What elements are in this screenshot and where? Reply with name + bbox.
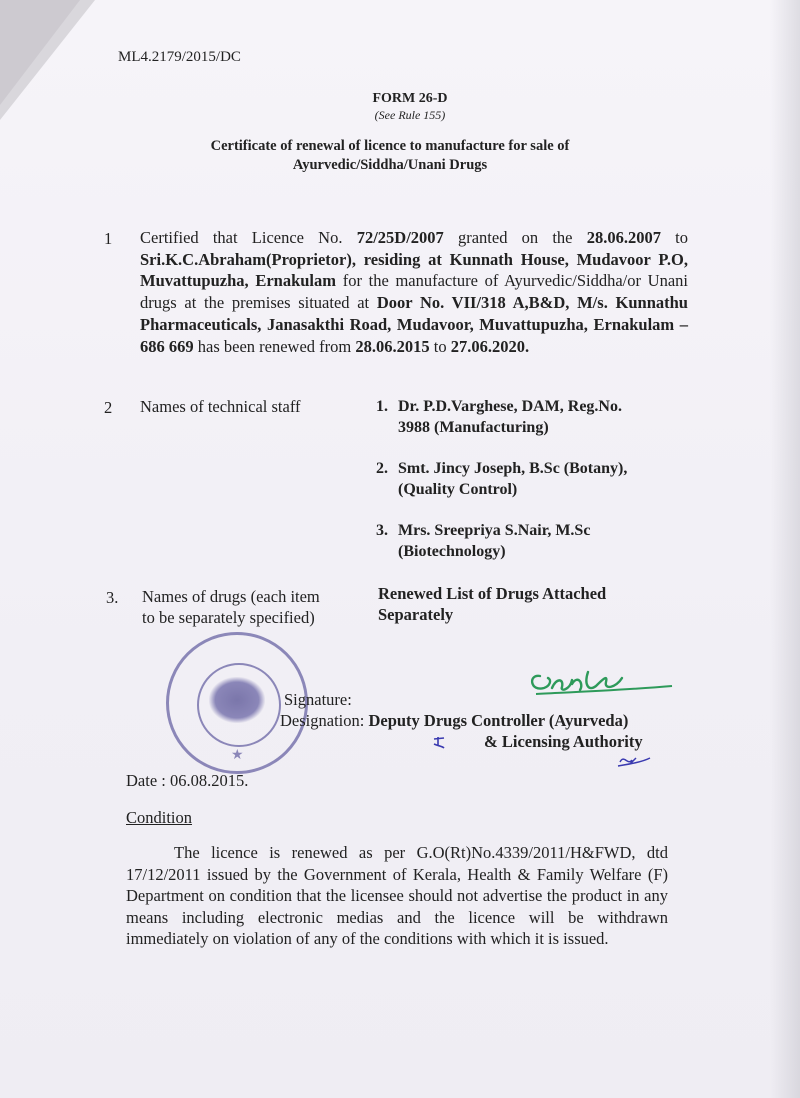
item-1-text-b: granted on the xyxy=(443,228,587,247)
drugs-label-line1: Names of drugs (each item xyxy=(142,587,320,606)
staff-3-line2: (Biotechnology) xyxy=(398,543,506,560)
designation-block xyxy=(280,711,628,731)
ink-tick-mark xyxy=(432,736,446,750)
certificate-title xyxy=(180,137,600,175)
staff-3-number: 3. xyxy=(376,522,388,539)
form-rule: (See Rule 155) xyxy=(374,108,446,122)
item-1-text-d: for the manufacture of Ayurvedic/Siddha/or Unani drugs at the premises situated at xyxy=(140,271,688,313)
drugs-label-line2: to be separately specified) xyxy=(142,608,315,627)
staff-1-number: 1. xyxy=(376,398,388,415)
item-1-text-c: to xyxy=(660,228,689,247)
staff-2-line2: (Quality Control) xyxy=(398,481,518,498)
certificate-title-line2: Ayurvedic/Siddha/Unani Drugs xyxy=(292,157,488,173)
signature-label: Signature: xyxy=(284,690,352,709)
page-edge-shadow xyxy=(770,0,800,1098)
certificate-title-line1: Certificate of renewal of licence to manufacture for sale of xyxy=(210,138,570,154)
initials-mark xyxy=(616,752,652,768)
item-1-number: 1 xyxy=(104,229,113,248)
signature-scribble xyxy=(526,660,676,700)
item-1-paragraph xyxy=(140,227,688,357)
item-3-number: 3. xyxy=(106,588,119,607)
drugs-value xyxy=(378,583,606,625)
drugs-value-line1: Renewed List of Drugs Attached xyxy=(378,584,607,603)
premises-details: Door No. VII/318 A,B&D, M/s. Kunnathu Pharmaceuticals, Janasakthi Road, Mudavoor, Muvattupuzha, Ernakulam – 686 669 xyxy=(140,293,688,356)
staff-entry-2 xyxy=(376,458,627,500)
staff-entry-3 xyxy=(376,520,590,562)
seal-emblem xyxy=(209,677,265,723)
drugs-label xyxy=(142,586,320,628)
seal-star-icon: ★ xyxy=(231,748,244,763)
issue-date: Date : 06.08.2015. xyxy=(126,771,249,790)
condition-heading: Condition xyxy=(126,808,193,827)
staff-2-number: 2. xyxy=(376,460,388,477)
item-2-number: 2 xyxy=(104,398,113,417)
drugs-value-line2: Separately xyxy=(378,605,454,624)
designation-label: Designation: xyxy=(280,711,369,730)
reference-number: ML4.2179/2015/DC xyxy=(118,49,241,65)
granted-date: 28.06.2007 xyxy=(586,228,661,247)
licensee-details: Sri.K.C.Abraham(Proprietor), residing at Kunnath House, Mudavoor P.O, Muvattupuzha, Ernakulam xyxy=(140,249,688,291)
item-1-text-f: to xyxy=(429,336,451,356)
designation-line2-block xyxy=(484,732,643,752)
folded-corner-shadow xyxy=(0,0,80,105)
condition-text: The licence is renewed as per G.O(Rt)No.4339/2011/H&FWD, dtd 17/12/2011 issued by the Government of Kerala, Health & Family Welfare (F) Department on condition that the licensee should not advertise the product in any means including electronic medias and the licence will be withdrawn immediately on violation of any of the conditions with which it is issued. xyxy=(126,843,668,948)
item-1-text-e: has been renewed from xyxy=(193,336,356,356)
item-1-text-a: Certified that Licence No. xyxy=(140,228,357,247)
technical-staff-label: Names of technical staff xyxy=(140,397,301,416)
licence-number: 72/25D/2007 xyxy=(356,228,444,247)
designation-line1: Deputy Drugs Controller (Ayurveda) xyxy=(368,711,629,730)
staff-1-line2: 3988 (Manufacturing) xyxy=(398,419,549,436)
staff-2-line1: Smt. Jincy Joseph, B.Sc (Botany), xyxy=(398,460,628,477)
designation-line2: & Licensing Authority xyxy=(484,732,643,751)
renewed-from-date: 28.06.2015 xyxy=(355,336,430,356)
staff-1-line1: Dr. P.D.Varghese, DAM, Reg.No. xyxy=(398,398,622,415)
renewed-to-date: 27.06.2020. xyxy=(450,336,530,356)
staff-3-line1: Mrs. Sreepriya S.Nair, M.Sc xyxy=(398,522,591,539)
staff-entry-1 xyxy=(376,396,622,438)
form-title: FORM 26-D xyxy=(372,91,448,106)
